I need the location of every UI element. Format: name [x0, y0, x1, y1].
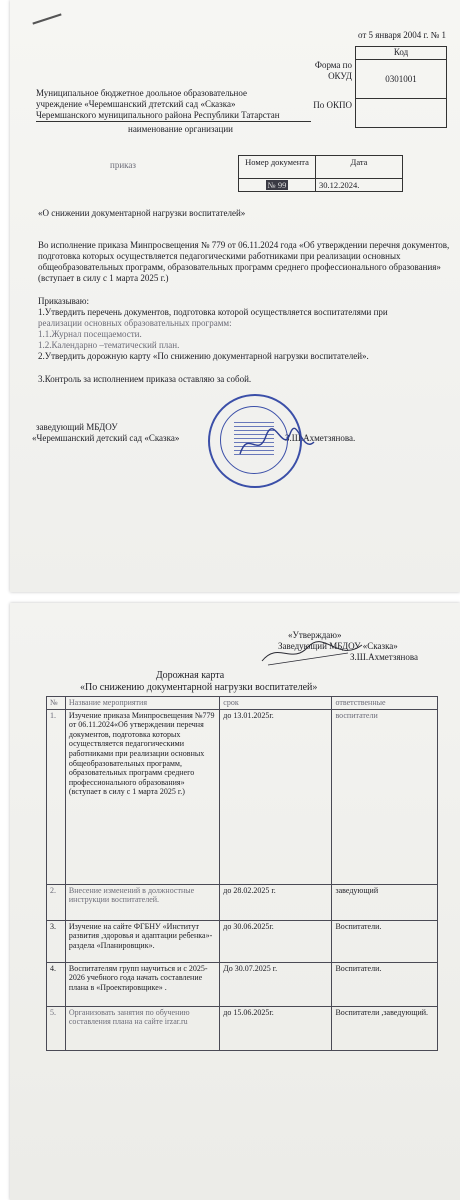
order-item: реализации основных образовательных программ: [38, 318, 232, 328]
approval-signature [258, 639, 368, 669]
approve-line: Заведующий МБДОУ «Сказка» [278, 641, 398, 651]
scan-corner-mark [32, 13, 61, 24]
doc-date-header: Дата [316, 156, 403, 179]
row-responsible: воспитатели [332, 709, 438, 884]
roadmap-subtitle: «По снижению документарной нагрузки воспитателей» [80, 682, 318, 693]
doc-number-table [238, 155, 403, 192]
row-number: 4. [47, 962, 66, 1006]
column-header: ответственные [332, 697, 438, 710]
column-header: Название мероприятия [65, 697, 219, 710]
org-name [36, 88, 311, 122]
approve-line: «Утверждаю» [288, 630, 342, 640]
okud-label: Форма по ОКУД [314, 60, 352, 81]
round-seal [208, 394, 302, 488]
row-responsible: Воспитатели. [332, 962, 438, 1006]
org-line: учреждение «Черемшанский дтетский сад «Сказка» [36, 99, 236, 109]
roadmap-title: Дорожная карта [155, 670, 225, 681]
table-header-row [47, 697, 438, 710]
document-page-1 [10, 0, 460, 592]
okud-code: 0301001 [356, 60, 446, 99]
row-term: до 13.01.2025г. [220, 709, 332, 884]
row-number: 2. [47, 884, 66, 920]
order-item: 1.2.Календарно –тематический план. [38, 340, 180, 350]
roadmap-table [46, 696, 438, 1051]
doc-type: приказ [110, 160, 136, 170]
row-activity: Воспитателям групп научиться и с 2025-2026 учебного года начать составление плана в «Проектировщике» . [65, 962, 219, 1006]
order-control: 3.Контроль за исполнением приказа оставляю за собой. [38, 374, 252, 384]
signature-scribble [238, 424, 318, 464]
order-item: 2.Утвердить дорожную карту «По снижению документарной нагрузки воспитателей». [38, 351, 369, 361]
row-number: 5. [47, 1006, 66, 1050]
approve-signer: З.Ш.Ахметзянова [350, 652, 418, 662]
row-activity: Изучение на сайте ФГБНУ «Институт развития ,здоровья и адаптации ребенка»-раздела «Планировщик». [65, 920, 219, 962]
row-term: до 15.06.2025г. [220, 1006, 332, 1050]
table-row [47, 1006, 438, 1050]
column-header: № [47, 697, 66, 710]
row-responsible: Воспитатели ,заведующий. [332, 1006, 438, 1050]
table-row [47, 709, 438, 884]
order-subject: «О снижении документарной нагрузки воспитателей» [38, 208, 246, 218]
org-line: Черемшанского муниципального района Республики Татарстан [36, 110, 311, 122]
order-item: 1.Утвердить перечень документов, подготовка которой осуществляется воспитателями при [38, 307, 388, 317]
sign-title-1: заведующий МБДОУ [36, 422, 118, 432]
order-item: 1.1.Журнал посещаемости. [38, 329, 142, 339]
document-page-2 [10, 603, 460, 1200]
code-box [355, 46, 447, 128]
row-responsible: заведующий [332, 884, 438, 920]
row-activity: Внесение изменений в должностные инструкции воспитателей. [65, 884, 219, 920]
order-items [38, 307, 450, 362]
sign-name: З.Ш.Ахметзянова. [285, 433, 356, 443]
org-caption: наименование организации [128, 124, 233, 134]
row-activity: Организовать занятия по обучению составления плана на сайте irzar.ru [65, 1006, 219, 1050]
row-term: до 28.02.2025 г. [220, 884, 332, 920]
doc-date: 30.12.2024. [316, 179, 403, 192]
table-row [47, 920, 438, 962]
table-row [47, 962, 438, 1006]
code-header: Код [356, 47, 446, 60]
okpo-label: По ОКПО [313, 100, 352, 110]
table-row [47, 884, 438, 920]
doc-number: № 99 [267, 180, 287, 190]
row-term: до 30.06.2025г. [220, 920, 332, 962]
row-number: 1. [47, 709, 66, 884]
row-activity: Изучение приказа Минпросвещения №779 от 06.11.2024«Об утверждении перечня документов, подготовка которых осуществляется педагогическими работниками при реализации основных общеобразовательных программ, образовательных программ среднего профессионального образования» (вступает в силу с 1 марта 2025 г.) [65, 709, 219, 884]
order-body: Во исполнение приказа Минпросвещения № 779 от 06.11.2024 года «Об утверждении перечня документов, подготовка которых осуществляется педагогическими работниками при реализации основных общеобразовательных программ, образовательных программ среднего профессионального образования» (вступает в силу с 1 марта 2025 г.) [38, 240, 450, 283]
order-word: Приказываю: [38, 296, 89, 306]
doc-number-header: Номер документа [239, 156, 316, 179]
form-header-line: от 5 января 2004 г. № 1 [357, 30, 446, 40]
sign-title-2: «Черемшанский детский сад «Сказка» [32, 433, 180, 443]
org-line: Муниципальное бюджетное доольное образовательное [36, 88, 247, 98]
column-header: срок [220, 697, 332, 710]
row-number: 3. [47, 920, 66, 962]
row-term: До 30.07.2025 г. [220, 962, 332, 1006]
row-responsible: Воспитатели. [332, 920, 438, 962]
